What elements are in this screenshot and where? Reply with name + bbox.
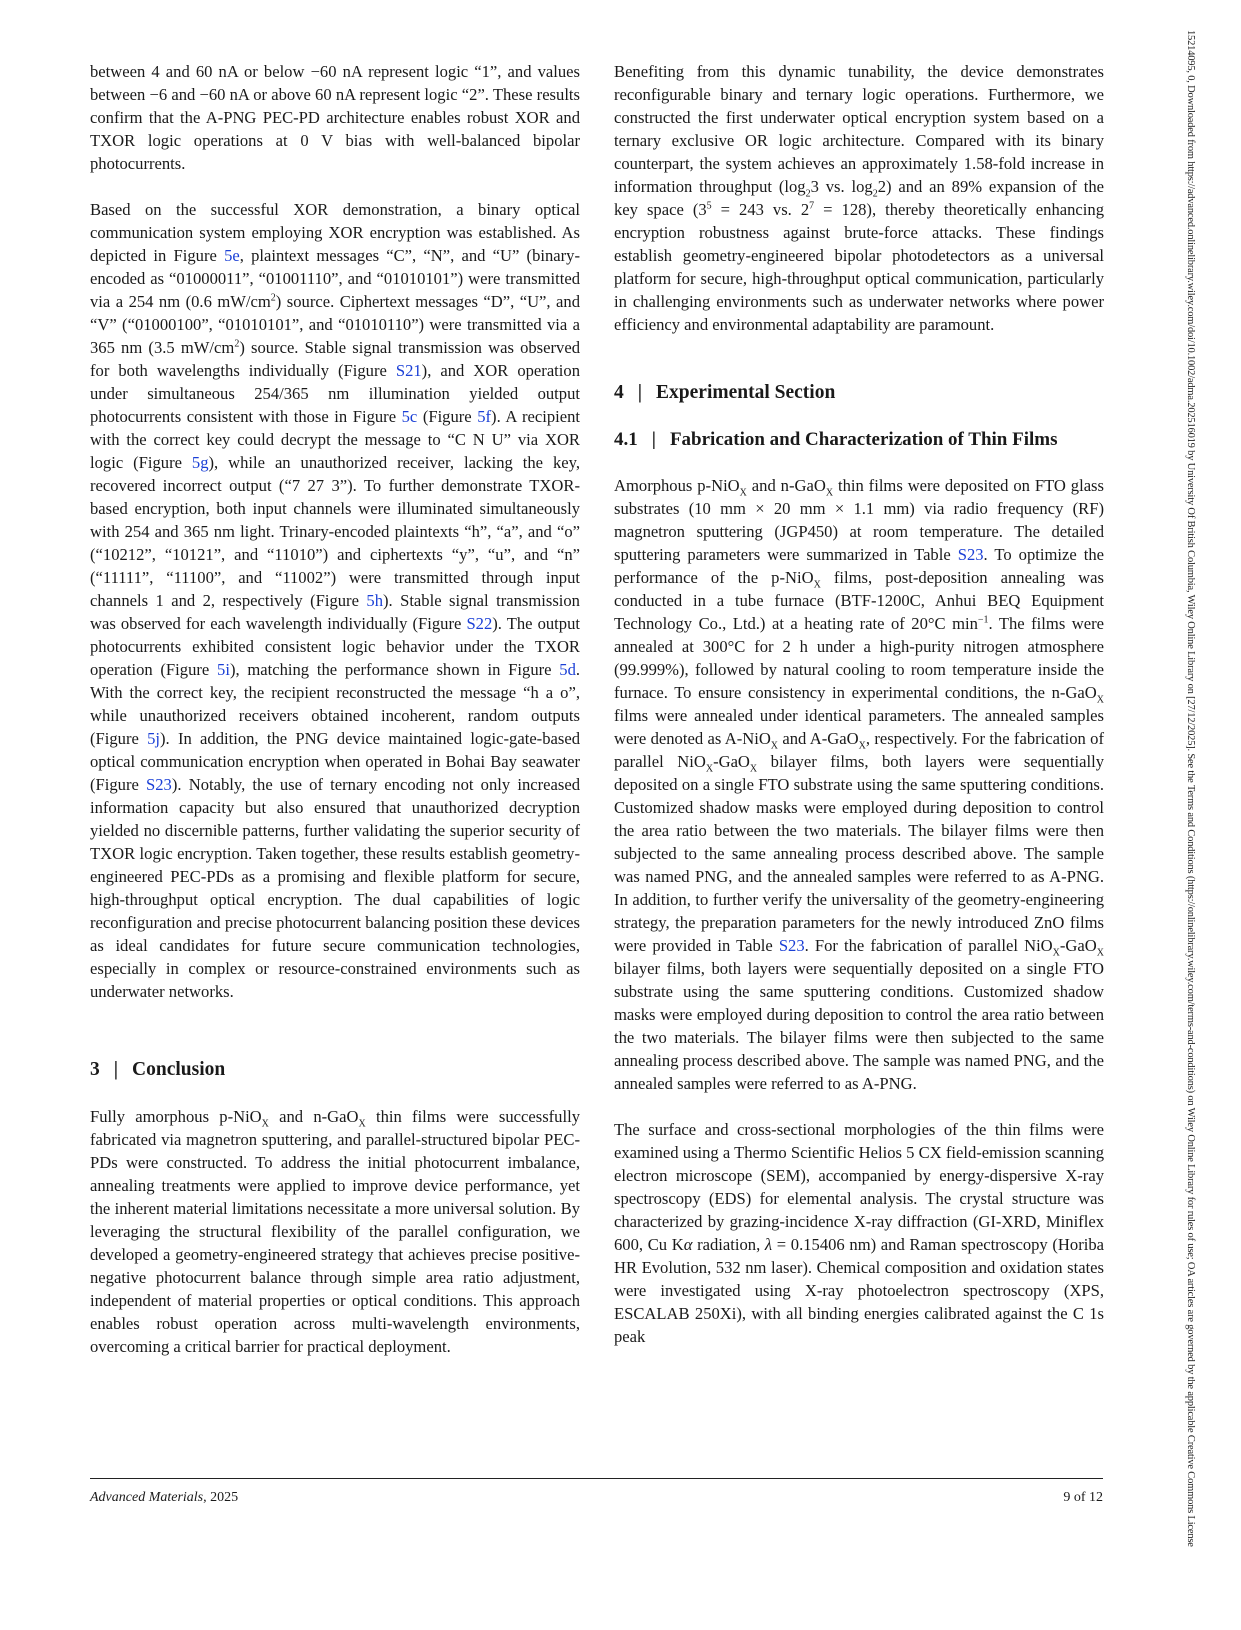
superscript: 5 xyxy=(706,200,712,212)
text-span: (Figure xyxy=(417,407,478,426)
text-span: 3 vs. log xyxy=(810,177,873,196)
figure-link-5h[interactable]: 5h xyxy=(366,591,383,610)
text-span: Fully amorphous p-NiO xyxy=(90,1107,262,1126)
text-span: . The films were annealed at 300°C for 2 h under a high-purity nitrogen atmosphere (99.999%), followed by natural cooling to room temperature inside the furnace. To ensure consistency in experimental conditions, the n-GaO xyxy=(614,614,1105,702)
figure-link-s22[interactable]: S22 xyxy=(466,614,493,633)
text-span: ), matching the performance shown in Figure xyxy=(229,660,560,679)
text-span: -GaO xyxy=(1059,936,1097,955)
figure-link-5i[interactable]: 5i xyxy=(217,660,230,679)
subscript: X xyxy=(1096,694,1104,706)
text-span: Based on the successful XOR demonstration, a binary optical communication system employing XOR encryption was established. As depicted in Figure xyxy=(90,200,580,265)
text-span: and A-GaO xyxy=(778,729,859,748)
text-span: ) source. Stable signal transmission was observed for both wavelengths individually (Figure xyxy=(90,338,580,380)
page-number: 9 of 12 xyxy=(1063,1490,1103,1505)
text-span: and n-GaO xyxy=(746,476,826,495)
text-span: ). The output photocurrents exhibited consistent logic behavior under the TXOR operation (Figure xyxy=(90,614,580,679)
section-title: Conclusion xyxy=(132,1059,226,1080)
download-watermark: 15214095, 0, Downloaded from https://advanced.onlinelibrary.wiley.com/doi/10.1002/adma.202516019 by University Of British Columbia, Wiley Online Library on [27/12/2025]. See the Terms and Conditions (https://onlinelibrary.wiley.com/terms-and-conditions) on Wiley Online Library for rules of use; OA articles are governed by the applicable Creative Commons License xyxy=(1185,30,1196,1547)
figure-link-5f[interactable]: 5f xyxy=(477,407,492,426)
figure-link-5j[interactable]: 5j xyxy=(147,729,161,748)
text-span: and n-GaO xyxy=(268,1107,359,1126)
section-heading-conclusion xyxy=(90,1057,580,1083)
text-span: bilayer films, both layers were sequentially deposited on a single FTO substrate using the same sputtering conditions. Customized shadow masks were employed during deposition to control the area ratio between the two materials. The bilayer films were then subjected to the same annealing process described above. The sample was named PNG, and the annealed samples were referred to as A-PNG. In addition, to further verify the universality of the geometry-engineering strategy, the preparation parameters for the newly introduced ZnO films were provided in Table xyxy=(614,752,1104,955)
text-span: ) source. Ciphertext messages “D”, “U”, and “V” (“01000100”, “01010101”, and “01010110”) were transmitted via a 365 nm (3.5 mW/cm xyxy=(90,292,580,357)
table-link-s23[interactable]: S23 xyxy=(957,545,984,564)
text-span: = 243 vs. 2 xyxy=(711,200,810,219)
text-span: Benefiting from this dynamic tunability, the device demonstrates reconfigurable binary and ternary logic operations. Furthermore, we constructed the first underwater optical encryption system based on a ternary exclusive OR logic architecture. Compared with its binary counterpart, the system achieves an approximately 1.58-fold increase in information throughput (log xyxy=(614,62,1104,196)
section-heading-experimental xyxy=(614,380,1104,406)
subscript: 2 xyxy=(805,188,811,200)
subscript: X xyxy=(739,487,747,499)
superscript: 2 xyxy=(234,338,240,350)
superscript: 7 xyxy=(809,200,815,212)
subsection-number: 4.1 xyxy=(614,429,638,450)
text-span: = 128), thereby theoretically enhancing encryption robustness against brute-force attacks. These findings establish geometry-engineered bipolar photodetectors as a universal platform for secure, high-throughput optical communication, particularly in challenging environments such as underwater networks where power efficiency and environmental adaptability are paramount. xyxy=(614,200,1105,334)
subscript: X xyxy=(358,1118,366,1130)
figure-link-5g[interactable]: 5g xyxy=(191,453,209,472)
text-span: 2) and an 89% expansion of the key space (3 xyxy=(614,177,1104,219)
text-span: bilayer films, both layers were sequentially deposited on a single FTO substrate using the same sputtering conditions. Customized shadow masks were employed during deposition to control the area ratio between the two materials. The bilayer films were then subjected to the same annealing process described above. The sample was named PNG, and the annealed samples were referred to as A-PNG. xyxy=(614,959,1104,1093)
text-span: thin films were successfully fabricated via magnetron sputtering, and parallel-structured bipolar PEC-PDs were constructed. To address the initial photocurrent imbalance, annealing treatments were applied to improve device performance, yet the inherent material limitations necessitate a more universal solution. By leveraging the structural flexibility of the parallel configuration, we developed a geometry-engineered strategy that achieves precise positive-negative photocurrent balance through simple area ratio adjustment, independent of material properties or optical conditions. This approach enables robust operation across multi-wavelength environments, overcoming a critical barrier for practical deployment. xyxy=(90,1107,580,1356)
alpha-symbol: α xyxy=(683,1235,693,1254)
subscript: X xyxy=(749,763,758,775)
superscript: 2 xyxy=(270,292,276,304)
right-column xyxy=(614,60,1104,1348)
subscript: X xyxy=(1052,947,1060,959)
text-span: ), while an unauthorized receiver, lacking the key, recovered incorrect output (“7 27 3”). To further demonstrate TXOR-based encryption, both input channels were illuminated simultaneously with 254 and 365 nm light. Trinary-encoded plaintexts “h”, “a”, and “o” (“10212”, “10121”, and “11010”) and ciphertexts “y”, “u”, and “n” (“11111”, “11100”, and “11002”) were transmitted through input channels 1 and 2, respectively (Figure xyxy=(90,453,580,610)
text-span: ). A recipient with the correct key could decrypt the message to “C N U” via XOR logic (Figure xyxy=(90,407,580,472)
text-span: , respectively. For the fabrication of parallel NiO xyxy=(614,729,1104,771)
subscript: X xyxy=(1096,947,1104,959)
text-span: films were annealed under identical parameters. The annealed samples were denoted as A-NiO xyxy=(614,706,1104,748)
subscript: 2 xyxy=(872,188,878,200)
figure-link-5e[interactable]: 5e xyxy=(224,246,240,265)
text-span: , plaintext messages “C”, “N”, and “U” (binary-encoded as “01000011”, “01001110”, and “01010101”) were transmitted via a 254 nm (0.6 mW/cm xyxy=(90,246,580,311)
subscript: X xyxy=(705,763,714,775)
figure-link-5d[interactable]: 5d xyxy=(559,660,576,679)
table-link-s23-2[interactable]: S23 xyxy=(778,936,805,955)
subscript: X xyxy=(261,1118,269,1130)
paragraph-logic-thresholds: between 4 and 60 nA or below −60 nA represent logic “1”, and values between −6 and −60 nA or above 60 nA represent logic “2”. These results confirm that the A-PNG PEC-PD architecture enables robust XOR and TXOR logic operations at 0 V bias with well-balanced bipolar photocurrents. xyxy=(90,62,580,173)
figure-link-s21[interactable]: S21 xyxy=(395,361,422,380)
footer-divider xyxy=(90,1478,1103,1479)
subscript: X xyxy=(813,579,821,591)
left-column xyxy=(90,60,580,1358)
text-span: ). Notably, the use of ternary encoding not only increased information capacity but also ensured that unauthorized decryption yielded no discernible patterns, further validating the superior security of TXOR logic encryption. Taken together, these results establish geometry-engineered PEC-PDs as a promising and flexible platform for secure, high-throughput optical encryption. The dual capabilities of logic reconfiguration and precise photocurrent balancing position these devices as ideal candidates for future secure communication technologies, especially in complex or resource-constrained environments such as underwater networks. xyxy=(90,775,581,1001)
text-span: ), and XOR operation under simultaneous 254/365 nm illumination yielded output photocurrents consistent with those in Figure xyxy=(90,361,580,426)
figure-link-5c[interactable]: 5c xyxy=(401,407,418,426)
paragraph-fabrication xyxy=(614,474,1104,1095)
lambda-symbol: λ xyxy=(764,1235,773,1254)
text-span: ). In addition, the PNG device maintained logic-gate-based optical communication encryption when operated in Bohai Bay seawater (Figure xyxy=(90,729,580,794)
section-separator: | xyxy=(113,1059,119,1080)
text-span: radiation, xyxy=(692,1235,765,1254)
subscript: X xyxy=(770,740,779,752)
text-span: = 0.15406 nm) and Raman spectroscopy (Horiba HR Evolution, 532 nm laser). Chemical composition and oxidation states were investigated using X-ray photoelectron spectroscopy (XPS, ESCALAB 250Xi), with all binding energies calibrated against the C 1s peak xyxy=(614,1235,1104,1346)
text-span: The surface and cross-sectional morphologies of the thin films were examined using a Thermo Scientific Helios 5 CX field-emission scanning electron microscope (SEM), accompanied by energy-dispersive X-ray spectroscopy (EDS) for elemental analysis. The crystal structure was characterized by grazing-incidence X-ray diffraction (GI-XRD, Miniflex 600, Cu K xyxy=(614,1120,1104,1254)
section-number: 3 xyxy=(90,1059,100,1080)
subscript: X xyxy=(825,487,834,499)
text-span: . For the fabrication of parallel NiO xyxy=(804,936,1053,955)
paragraph-conclusion-continued xyxy=(614,60,1104,336)
text-span: . With the correct key, the recipient reconstructed the message “h a o”, while unauthorized receivers obtained incoherent, random outputs (Figure xyxy=(90,660,581,748)
section-number: 4 xyxy=(614,382,624,403)
paragraph-characterization xyxy=(614,1118,1104,1348)
text-span: thin films were deposited on FTO glass substrates (10 mm × 20 mm × 1.1 mm) via radio frequency (RF) magnetron sputtering (JGP450) at room temperature. The detailed sputtering parameters were summarized in Table xyxy=(614,476,1104,564)
footer-journal xyxy=(90,1490,238,1506)
journal-year: , 2025 xyxy=(203,1490,239,1505)
text-span: . To optimize the performance of the p-NiO xyxy=(614,545,1105,587)
subsection-separator: | xyxy=(651,429,656,450)
subscript: X xyxy=(858,740,866,752)
superscript: −1 xyxy=(977,614,989,626)
section-title: Experimental Section xyxy=(656,382,836,403)
text-span: -GaO xyxy=(713,752,750,771)
text-span: ). Stable signal transmission was observed for each wavelength individually (Figure xyxy=(90,591,580,633)
subsection-title: Fabrication and Characterization of Thin Films xyxy=(669,429,1058,450)
paragraph-conclusion xyxy=(90,1105,580,1358)
subsection-heading-fabrication xyxy=(614,428,1104,452)
section-separator: | xyxy=(637,382,643,403)
text-span: films, post-deposition annealing was conducted in a tube furnace (BTF-1200C, Anhui BEQ Equipment Technology Co., Ltd.) at a heating rate of 20°C min xyxy=(614,568,1104,633)
journal-name: Advanced Materials xyxy=(90,1490,204,1505)
figure-link-s23[interactable]: S23 xyxy=(146,775,172,794)
paragraph-encryption-demo xyxy=(90,198,580,1003)
text-span: Amorphous p-NiO xyxy=(614,476,740,495)
